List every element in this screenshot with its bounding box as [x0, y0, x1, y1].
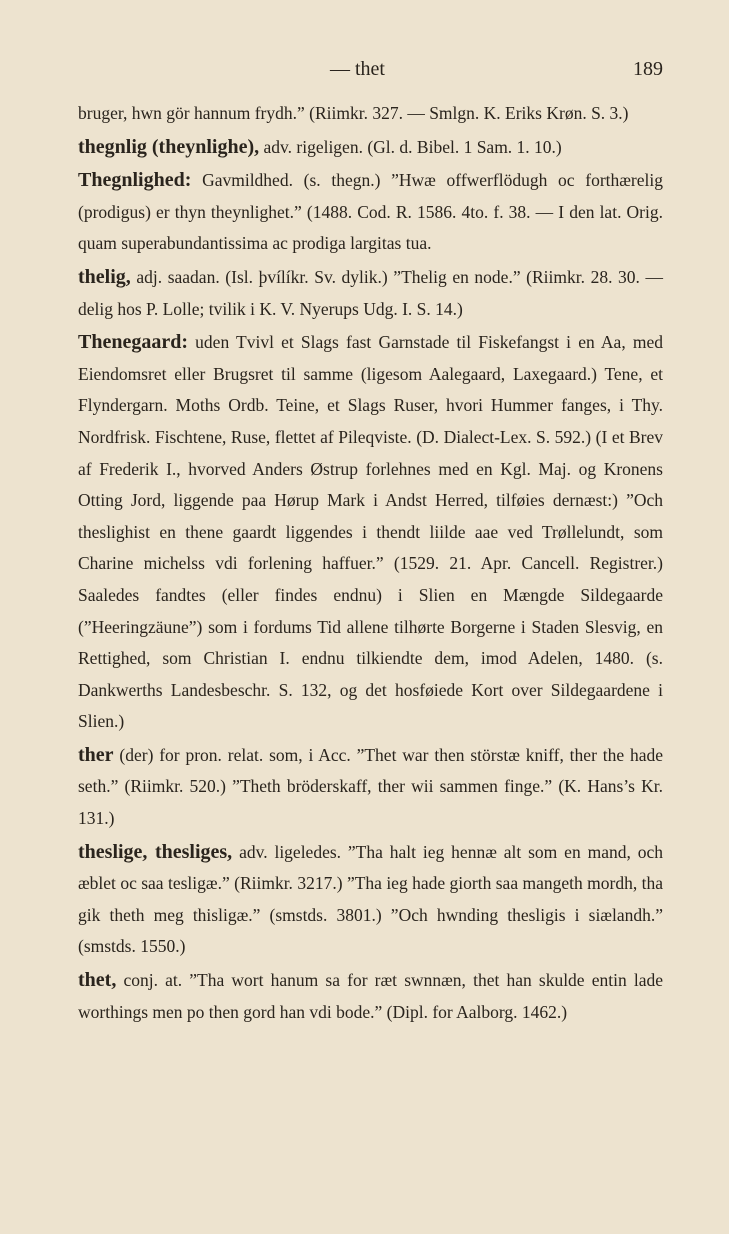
entry-text: Gavmildhed. (s. thegn.) ”Hwæ offwerflödugh oc forthærelig (prodigus) er thyn theynlighet.” (1488. Cod. R. 1586. 4to. f. 38. — I den lat. Orig. quam superabundantissima ac prodiga largitas tua.	[78, 170, 664, 254]
page-number: 189	[633, 58, 663, 80]
entry-text: uden Tvivl et Slags fast Garnstade til Fiskefangst i en Aa, med Eiendomsret eller Brugsret til samme (ligesom Aalegaard, Laxegaard.) Tene, et Flyndergarn. Moths Ordb. Teine, et Slags Ruser, hvori Hummer fanges, i Thy. Nordfrisk. Fischtene, Ruse, flettet af Pileqviste. (D. Dialect-Lex. S. 592.) (I et Brev af Frederik I., hvorved Anders Østrup forlehnes med en Kgl. Maj. og Kronens Otting Jord, liggende paa Hørup Mark i Andst Herred, tilføies dernæst:) ”Och theslighist en thene gaardt liggendes i thendt liilde aae ved Trøllelundt, som Charine michelss vdi forlening haffuer.” (1529. 21. Apr. Cancell. Registrer.) Saaledes fandtes (eller findes endnu) i Slien en Mængde Sildegaarde (”Heeringzäune”) som i fordums Tid allene tilhørte Borgerne i Staden Slesvig, en Rettighed, som Christian I. endnu tilkiendte dem, imod Adelen, 1480. (s. Dankwerths Landesbeschr. S. 132, og det hosføiede Kort over Sildegaardene i Slien.)	[78, 332, 663, 732]
entry-headword: thet,	[78, 969, 117, 992]
entry-headword: thegnlig (theynlighe),	[78, 135, 260, 158]
entry-theslige	[78, 837, 663, 963]
entry-text: adj. saadan. (Isl. þvílíkr. Sv. dylik.) ”Thelig en node.” (Riimkr. 28. 30. — delig hos P. Lolle; tvilik i K. V. Nyerups Udg. I. S. 14.)	[78, 266, 663, 319]
entry-text: bruger, hwn gör hannum frydh.” (Riimkr. 327. — Smlgn. K. Eriks Krøn. S. 3.)	[78, 103, 629, 123]
page-header	[78, 58, 663, 98]
entry-headword: ther	[78, 743, 114, 766]
entry-text: (der) for pron. relat. som, i Acc. ”Thet war then störstæ kniff, ther the hade seth.” (Riimkr. 520.) ”Theth bröderskaff, ther wii sammen finge.” (K. Hans’s Kr. 131.)	[78, 744, 663, 829]
entry-thegnlighed	[78, 165, 663, 260]
running-head: — thet	[330, 58, 385, 80]
entry-text: conj. at. ”Tha wort hanum sa for ræt swnnæn, thet han skulde entin lade worthings men po then gord han vdi bode.” (Dipl. for Aalborg. 1462.)	[78, 970, 664, 1022]
entry-headword: theslige, thesliges,	[78, 840, 233, 863]
entry-thet	[78, 965, 663, 1028]
entry-text: adv. rigeligen. (Gl. d. Bibel. 1 Sam. 1. 10.)	[263, 136, 562, 157]
entry-headword: Thenegaard:	[78, 331, 188, 354]
entry-thenegaard	[78, 327, 663, 738]
entry-thegnlig	[78, 132, 663, 164]
entry-text: adv. ligeledes. ”Tha halt ieg hennæ alt som en mand, och æblet oc saa tesligæ.” (Riimkr. 3217.) ”Tha ieg hade giorth saa mangeth mordh, tha gik theth meg thisligæ.” (smstds. 3801.) ”Och hwnding thesligis i siælandh.” (smstds. 1550.)	[78, 841, 663, 957]
entry-continuation	[78, 98, 663, 130]
entry-headword: thelig,	[78, 265, 131, 288]
entry-thelig	[78, 262, 663, 325]
entry-ther	[78, 740, 663, 835]
entry-headword: Thegnlighed:	[78, 169, 192, 192]
